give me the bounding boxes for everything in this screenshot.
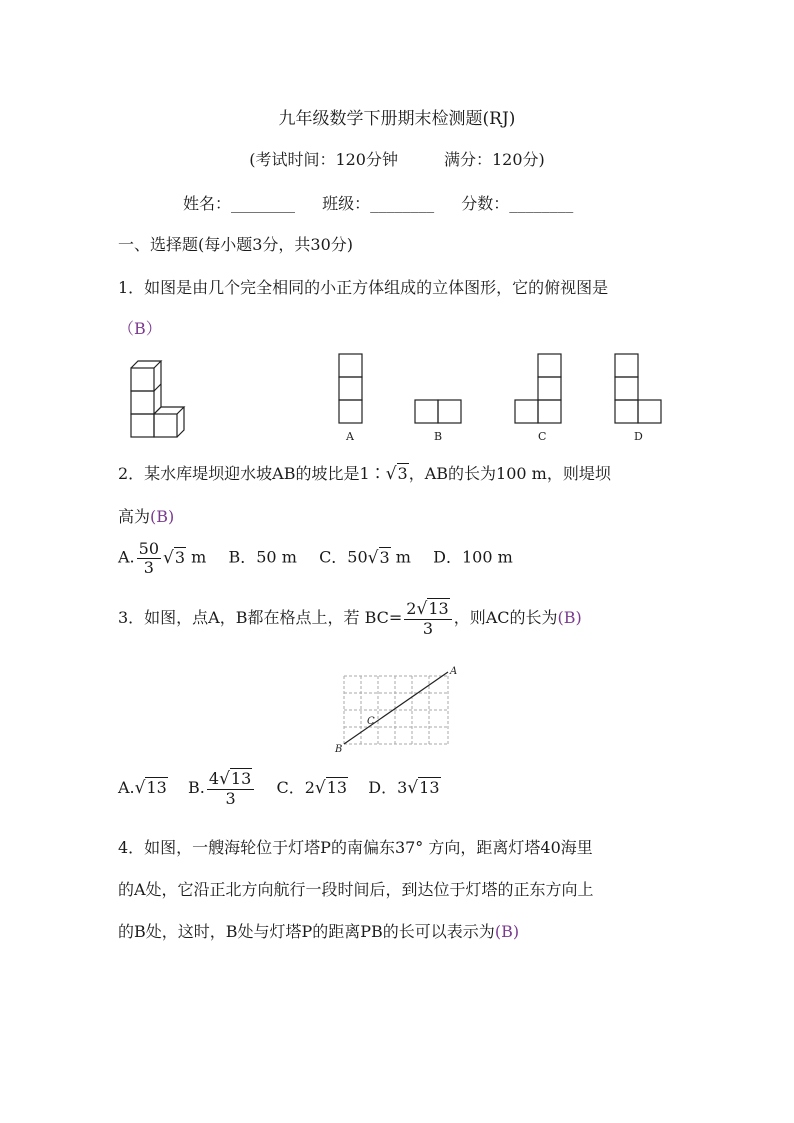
q3-close: ) xyxy=(575,608,582,628)
name-field: 姓名：________ xyxy=(183,194,296,213)
q1-answer-line xyxy=(118,316,162,339)
q3-point-b-label: B xyxy=(335,744,343,755)
q2-line1-end: ，AB的长为100 m，则堤坝 xyxy=(408,464,611,483)
q3-bc-den: 3 xyxy=(422,618,434,638)
q3-opt-b-rad: 13 xyxy=(230,769,252,788)
q3-text-before: 3．如图，点A，B都在格点上，若 BC= xyxy=(118,608,403,628)
section-heading: 一、选择题(每小题3分，共30分) xyxy=(118,235,354,254)
class-field: 班级：________ xyxy=(322,194,435,213)
fraction xyxy=(207,770,254,807)
student-fields xyxy=(183,191,595,214)
q3-opt-a-rad: 13 xyxy=(146,778,167,798)
q1-option-b-figure xyxy=(415,400,461,423)
q1-option-d-figure xyxy=(615,354,661,423)
q3-opt-d-rad: 13 xyxy=(419,778,440,798)
sqrt-symbol: √13 xyxy=(134,778,167,799)
q2-answer: B xyxy=(156,507,169,526)
q1-label-c: C xyxy=(538,430,547,443)
sqrt-symbol: √3 xyxy=(385,464,408,484)
cube-face xyxy=(154,414,177,437)
q3-segment-ab xyxy=(344,672,448,744)
q3-opt-b-prefix: B. xyxy=(188,778,205,798)
exam-score: 满分：120分) xyxy=(444,150,545,169)
sqrt-symbol: √13 xyxy=(314,778,348,799)
q2-opt-a-num: 50 xyxy=(138,539,159,558)
page-title: 九年级数学下册期末检测题(RJ) xyxy=(278,109,516,129)
q3-opt-d-prefix: D．3 xyxy=(368,778,408,798)
q4-answer: B xyxy=(501,922,513,941)
q1-label-d: D xyxy=(634,430,643,443)
q2-line1 xyxy=(118,461,611,484)
q1-option-c-figure xyxy=(515,354,561,423)
q1-option-a-figure xyxy=(339,354,362,423)
q3-point-c-label: C xyxy=(367,716,375,727)
q1-open: （ xyxy=(118,319,135,338)
q3-open: ( xyxy=(557,608,564,628)
q1-solid-figure xyxy=(131,361,184,437)
q2-opt-c-unit: m xyxy=(390,547,411,567)
q2-line2-text: 高为 xyxy=(118,507,151,526)
cube-face xyxy=(131,391,154,414)
cube-face xyxy=(131,368,154,391)
q4-close: ) xyxy=(512,922,520,941)
q2-line2 xyxy=(118,504,174,527)
q1-text: 1．如图是由几个完全相同的小正方体组成的立体图形，它的俯视图是 xyxy=(118,278,609,297)
q2-opt-c-prefix: C．50 xyxy=(319,547,368,567)
q2-opt-a-rad: 3 xyxy=(174,547,186,567)
sqrt-symbol: √13 xyxy=(219,769,252,789)
sqrt-symbol: √3 xyxy=(367,547,390,568)
q4-line1: 4．如图，一艘海轮位于灯塔P的南偏东37° 方向，距离灯塔40海里 xyxy=(118,838,593,857)
q3-opt-a-prefix: A. xyxy=(118,778,135,798)
q2-radicand: 3 xyxy=(397,464,408,483)
q1-answer: B xyxy=(134,319,146,338)
q3-bc-coef: 2 xyxy=(406,599,417,618)
cube-face xyxy=(131,414,154,437)
q3-bc-rad: 13 xyxy=(428,599,449,618)
q3-opt-b-den: 3 xyxy=(225,788,236,808)
q2-opt-b: B．50 m xyxy=(228,547,297,567)
q2-opt-a-prefix: A. xyxy=(118,547,135,567)
q3-answer: B xyxy=(563,608,576,628)
q2-open: ( xyxy=(150,507,157,526)
sqrt-symbol: √13 xyxy=(416,599,449,619)
q2-options xyxy=(118,540,513,576)
q2-opt-a-unit: m xyxy=(186,547,207,567)
q1-label-b: B xyxy=(434,430,443,443)
q4-line2: 的A处，它沿正北方向航行一段时间后，到达位于灯塔的正东方向上 xyxy=(118,880,594,899)
sqrt-symbol: √3 xyxy=(163,547,186,568)
q3-opt-c-rad: 13 xyxy=(326,778,348,798)
q3-text-after: ，则AC的长为 xyxy=(453,608,558,628)
q3-grid-figure xyxy=(332,662,462,757)
q4-line3 xyxy=(118,919,519,942)
q3-line xyxy=(118,600,582,637)
q3-point-a-label: A xyxy=(450,666,458,677)
q1-close: ） xyxy=(145,319,162,338)
q4-open: ( xyxy=(494,922,502,941)
exam-meta xyxy=(0,147,794,170)
q1-figure xyxy=(118,352,678,447)
exam-time: (考试时间：120分钟 xyxy=(249,150,398,169)
q1-label-a: A xyxy=(346,430,354,443)
q4-line3-text: 的B处，这时，B处与灯塔P的距离PB的长可以表示为 xyxy=(118,922,495,941)
q3-opt-c-prefix: C．2 xyxy=(276,778,315,798)
q2-line1-text: 2．某水库堤坝迎水坡AB的坡比是1∶ xyxy=(118,464,386,483)
q2-opt-d: D．100 m xyxy=(433,547,513,567)
q2-opt-c-rad: 3 xyxy=(379,547,390,567)
q3-opt-b-coef: 4 xyxy=(208,769,220,788)
fraction xyxy=(404,600,451,637)
sqrt-symbol: √13 xyxy=(407,778,440,799)
fraction xyxy=(137,540,161,576)
q2-close: ) xyxy=(168,507,175,526)
score-field: 分数：________ xyxy=(461,194,574,213)
q2-opt-a-den: 3 xyxy=(143,557,154,577)
q3-options xyxy=(118,770,441,807)
